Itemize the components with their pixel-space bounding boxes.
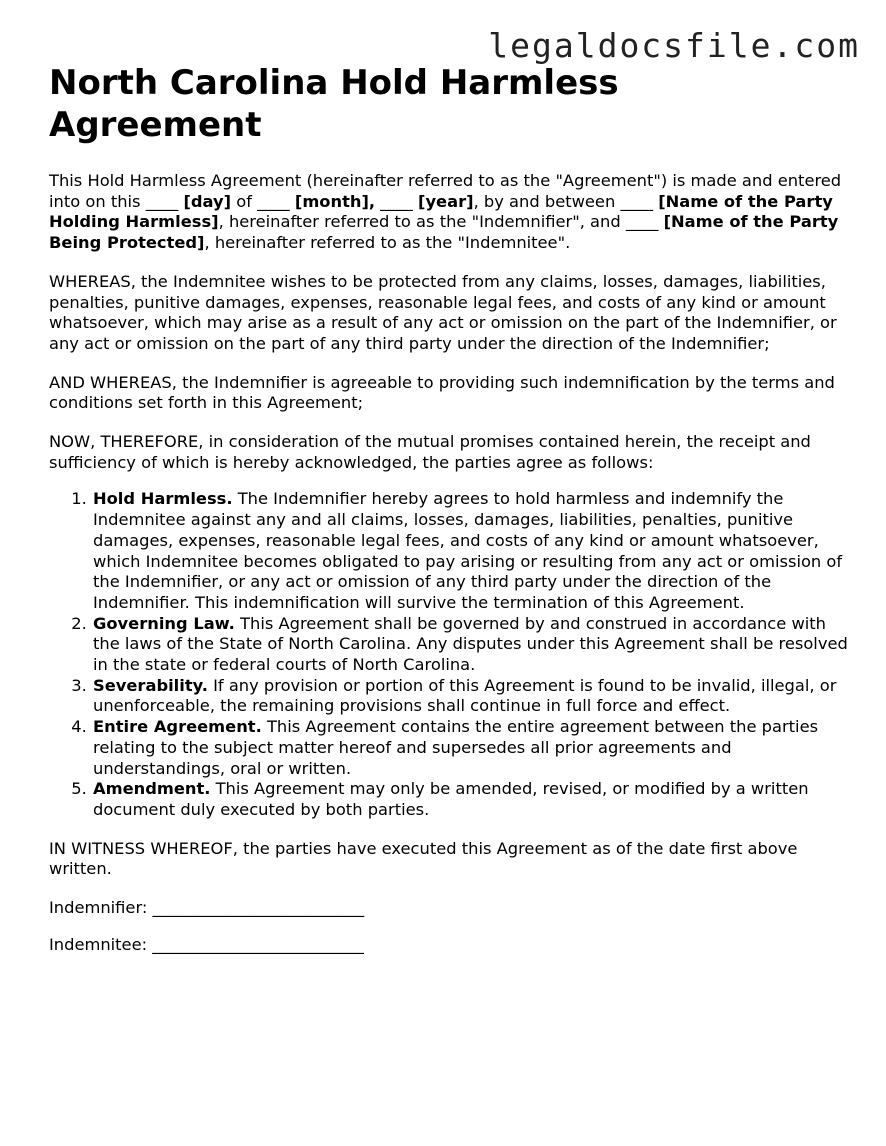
clause-heading: Entire Agreement.	[93, 717, 262, 737]
intro-text-4: , by and between ____	[473, 191, 659, 211]
indemnifier-signature-line[interactable]: __________________________	[152, 898, 365, 918]
clause-heading: Governing Law.	[93, 613, 235, 633]
intro-paragraph	[49, 171, 849, 254]
clause-text: This Agreement shall be governed by and construed in accordance with the laws of the State of North Carolina. Any disputes under this Agreement shall be resolved in the state or federal courts of North Carolina.	[93, 613, 848, 675]
whereas-paragraph: WHEREAS, the Indemnitee wishes to be protected from any claims, losses, damages, liabilities, penalties, punitive damages, expenses, reasonable legal fees, and costs of any kind or amount whatsoever, which may arise as a result of any act or omission on the part of the Indemnifier, or any act or omission on the part of any third party under the direction of the Indemnifier;	[49, 271, 837, 353]
indemnitee-label: Indemnitee:	[49, 934, 153, 954]
intro-text-6: , hereinafter referred to as the "Indemnitee".	[204, 233, 571, 253]
witness-paragraph: IN WITNESS WHEREOF, the parties have executed this Agreement as of the date first above written.	[49, 838, 798, 879]
clause-item	[92, 614, 849, 676]
indemnifier-name-placeholder: [Name of the Party Holding Harmless]	[49, 191, 833, 232]
year-placeholder: [year]	[418, 191, 474, 211]
intro-text-3: ____	[375, 191, 418, 211]
clause-item	[92, 779, 849, 820]
intro-text-5: , hereinafter referred to as the "Indemnifier", and ____	[218, 212, 664, 232]
intro-text-1: This Hold Harmless Agreement (hereinafter referred to as the "Agreement") is made and entered into on this ____	[49, 171, 842, 211]
indemnitee-signature	[49, 935, 849, 956]
title-line-2: Agreement	[49, 105, 262, 145]
clauses-list	[49, 489, 849, 820]
indemnifier-signature	[49, 898, 849, 919]
clause-text: The Indemnifier hereby agrees to hold harmless and indemnify the Indemnitee against any and all claims, losses, damages, liabilities, penalties, punitive damages, expenses, reasonable legal fees, and costs of any kind or amount whatsoever, which Indemnitee becomes obligated to pay arising or resulting from any act or omission of the Indemnifier, or any act or omission of any third party under the direction of the Indemnifier. This indemnification will survive the termination of this Agreement.	[93, 489, 843, 612]
and-whereas-paragraph: AND WHEREAS, the Indemnifier is agreeable to providing such indemnification by the terms and conditions set forth in this Agreement;	[49, 372, 835, 413]
clause-heading: Amendment.	[93, 779, 211, 799]
indemnifier-label: Indemnifier:	[49, 898, 153, 918]
clause-item	[92, 717, 849, 779]
indemnitee-signature-line[interactable]: __________________________	[152, 934, 364, 954]
clause-text: If any provision or portion of this Agreement is found to be invalid, illegal, or unenforceable, the remaining provisions shall continue in full force and effect.	[93, 675, 837, 716]
clause-heading: Hold Harmless.	[93, 489, 233, 509]
day-placeholder: [day]	[183, 191, 232, 211]
title-line-1: North Carolina Hold Harmless	[49, 63, 619, 103]
month-placeholder: [month],	[294, 191, 376, 211]
clause-item	[92, 489, 849, 613]
now-therefore-paragraph: NOW, THEREFORE, in consideration of the mutual promises contained herein, the receipt and sufficiency of which is hereby acknowledged, the parties agree as follows:	[49, 432, 811, 472]
indemnitee-name-placeholder: [Name of the Party Being Protected]	[49, 212, 839, 253]
clause-heading: Severability.	[93, 675, 208, 695]
intro-text-2: of ____	[231, 191, 295, 211]
document-page	[49, 62, 849, 956]
clause-text: This Agreement contains the entire agreement between the parties relating to the subject matter hereof and supersedes all prior agreements and understandings, oral or written.	[93, 717, 819, 778]
clause-text: This Agreement may only be amended, revised, or modified by a written document duly executed by both parties.	[93, 779, 809, 819]
document-title	[49, 62, 849, 146]
clause-item	[92, 676, 849, 717]
site-watermark: legaldocsfile.com	[488, 26, 860, 65]
